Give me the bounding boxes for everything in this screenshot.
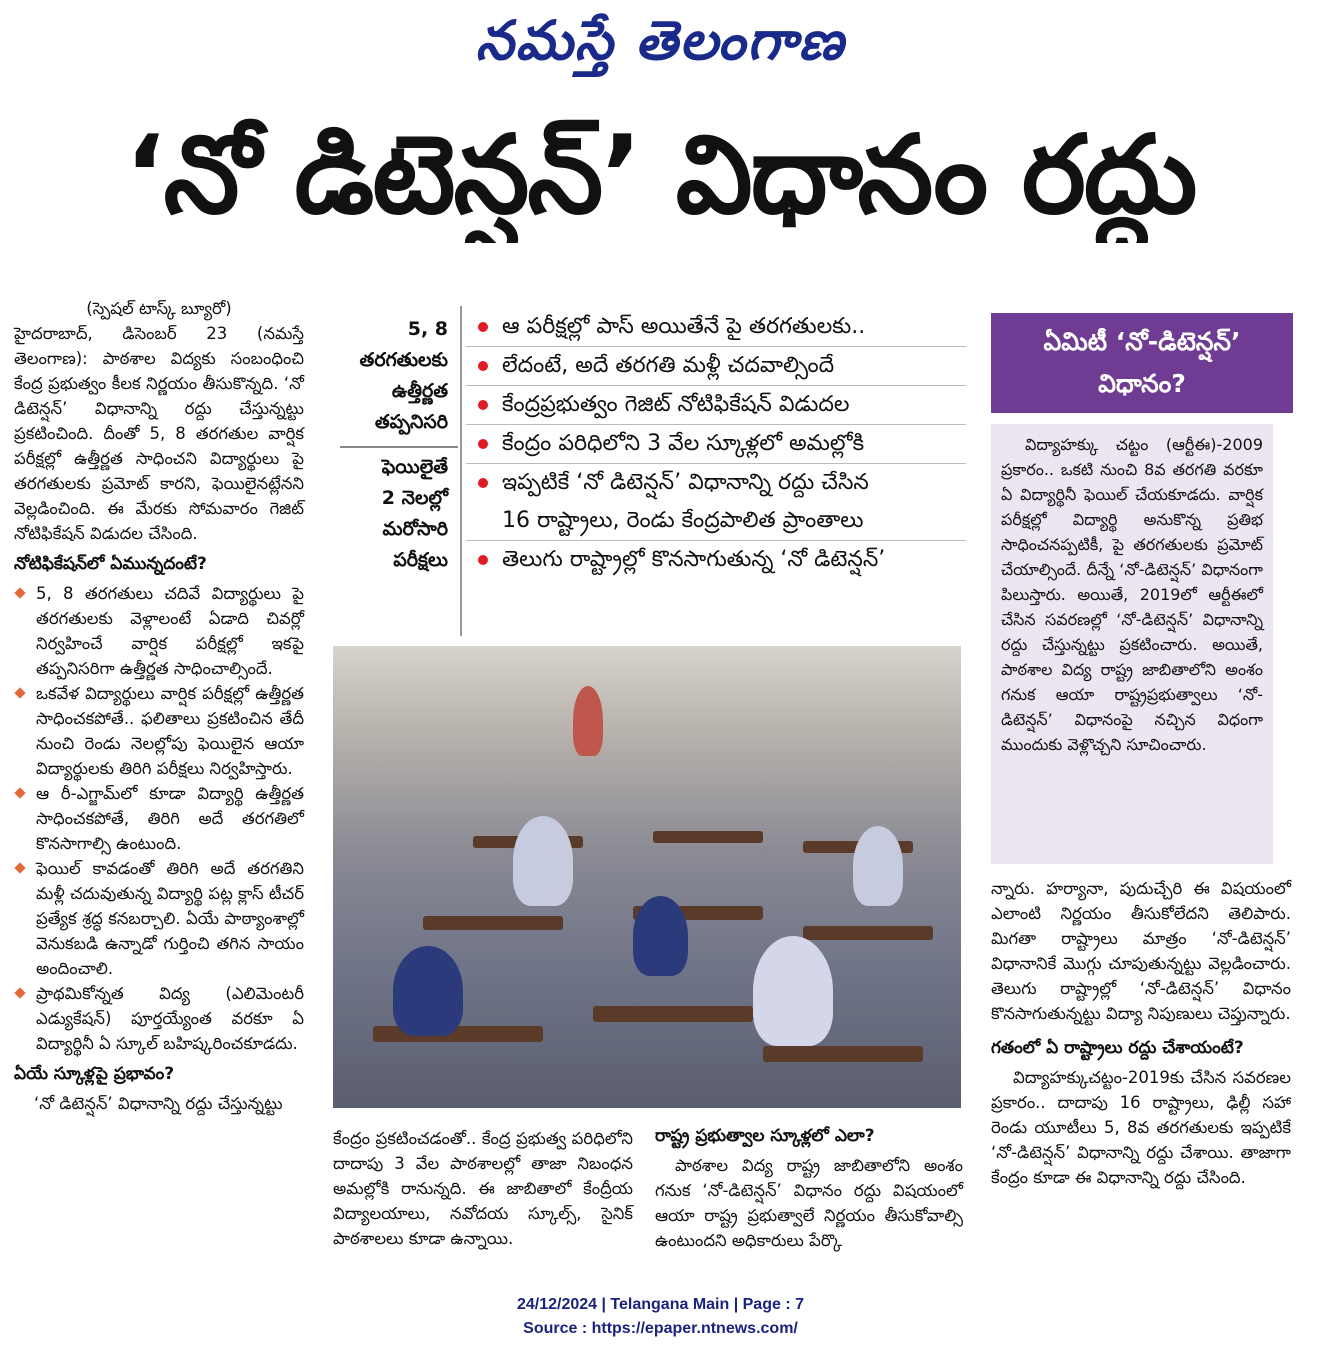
paragraph: పాఠశాల విద్య రాష్ట్ర జాబితాలోని అంశం గనుక ‘నో-డిటెన్షన్’ విధానం రద్దు విషయంలో ఆయా రాష్ట్ర ప్రభుత్వాలే నిర్ణయం తీసుకోవాల్సి ఉంటుందని అధికారులు పేర్కొ <box>655 1156 963 1250</box>
key-box-line: ఉత్తీర్ణత <box>391 380 448 402</box>
key-box-line: తరగతులకు <box>359 349 448 371</box>
middle-bottom-column <box>333 1126 633 1251</box>
list-item: ఫెయిల్ కావడంతో తిరిగి అదే తరగతిని మళ్లీ చదువుతున్న విద్యార్థి పట్ల క్లాస్ టీచర్ ప్రత్యేక శ్రద్ధ కనబర్చాలి. ఏయే పాఠ్యాంశాల్లో వెనుకబడి ఉన్నాడో గుర్తించి తగిన సాయం అందించాలి. <box>14 856 304 981</box>
key-point-continued: 16 రాష్ట్రాలు, రెండు కేంద్రపాలిత ప్రాంతాలు <box>466 502 966 541</box>
key-point: లేదంటే, అదే తరగతి మళ్లీ చదవాల్సిందే <box>466 347 966 386</box>
paragraph: విద్యాహక్కుచట్టం-2019కు చేసిన సవరణల ప్రకారం.. దాదాపు 16 రాష్ట్రాలు, ఢిల్లీ సహా రెండు యూటీలు 5, 8వ తరగతులకు ఇప్పటికే ‘నో-డిటెన్షన్’ విధానాన్ని రద్దు చేశాయి. తాజాగా కేంద్రం కూడా ఈ విధానాన్ని రద్దు చేసింది. <box>991 1068 1291 1187</box>
exam-hall-photo <box>333 646 961 1108</box>
headline: ‘నో డిటెన్షన్’ విధానం రద్దు <box>124 113 1196 238</box>
states-section <box>655 1124 963 1253</box>
divider <box>340 446 458 448</box>
bullet-icon <box>478 361 488 371</box>
right-column <box>991 876 1291 1190</box>
key-point: ఆ పరీక్షల్లో పాస్ అయితేనే పై తరగతులకు.. <box>466 308 966 347</box>
sidebar-title: ఏమిటీ ‘నో-డిటెన్షన్’ విధానం? <box>991 313 1293 413</box>
bullet-icon <box>478 478 488 488</box>
paragraph: న్నారు. హర్యానా, పుదుచ్చేరి ఈ విషయంలో ఎలాంటి నిర్ణయం తీసుకోలేదని తెలిపారు. మిగతా రాష్ట్రాలు మాత్రం ‘నో-డిటెన్షన్’ విధానానికే మొగ్గు చూపుతున్నట్టు వెల్లడించారు. తెలుగు రాష్ట్రాల్లో ‘నో-డిటెన్షన్’ విధానం కొనసాగుతున్నట్టు విద్యా నిపుణులు చెప్తున్నారు. <box>991 879 1291 1023</box>
bullet-icon <box>478 400 488 410</box>
key-point: తెలుగు రాష్ట్రాల్లో కొనసాగుతున్న ‘నో డిటెన్షన్’ <box>466 541 966 579</box>
key-box-line: పరీక్షలు <box>393 549 448 571</box>
paragraph: కేంద్రం ప్రకటించడంతో.. కేంద్ర ప్రభుత్వ పరిధిలోని దాదాపు 3 వేల పాఠశాలల్లో తాజా నిబంధన అమల్లోకి రానున్నది. ఈ జాబితాలో కేంద్రీయ విద్యాలయాలు, నవోదయ స్కూల్స్, సైనిక్ పాఠశాలలు కూడా ఉన్నాయి. <box>333 1129 633 1248</box>
key-box-line: ఫెయిలైతే <box>381 456 448 478</box>
left-column <box>14 296 304 1116</box>
key-point: కేంద్రం పరిధిలోని 3 వేల స్కూళ్లలో అమల్లోకి <box>466 425 966 464</box>
bullet-icon <box>478 439 488 449</box>
subhead-state-schools: రాష్ట్ర ప్రభుత్వాల స్కూళ్లలో ఎలా? <box>655 1126 875 1146</box>
key-box-line: తప్పనిసరి <box>374 411 448 433</box>
footer-date: 24/12/2024 | Telangana Main | Page : 7 <box>516 1296 804 1313</box>
key-point: కేంద్రప్రభుత్వం గెజిట్ నోటిఫికేషన్ విడుదల <box>466 386 966 425</box>
list-item: 5, 8 తరగతులు చదివే విద్యార్థులు పై తరగతులకు వెళ్లాలంటే ఏడాది చివర్లో నిర్వహించే వార్షిక పరీక్షల్లో ఇకపై తప్పనిసరిగా ఉత్తీర్ణత సాధించాల్సిందే. <box>14 581 304 681</box>
list-item: ఒకవేళ విద్యార్థులు వార్షిక పరీక్షల్లో ఉత్తీర్ణత సాధించకపోతే.. ఫలితాలు ప్రకటించిన తేదీ నుంచి రెండు నెలల్లోపు ఫెయిలైన ఆయా విద్యార్థులకు తిరిగి పరీక్షలు నిర్వహిస్తారు. <box>14 681 304 781</box>
sidebar-body: విద్యాహక్కు చట్టం (ఆర్టీఈ)-2009 ప్రకారం.. ఒకటి నుంచి 8వ తరగతి వరకూ ఏ విద్యార్థినీ ఫెయిల్ చేయకూడదు. వార్షిక పరీక్షల్లో విద్యార్థి అనుకొన్న ప్రతిభ సాధించనప్పటికీ, పై తరగతులకు ప్రమోట్ చేయాల్సిందే. దీన్నే ‘నో-డిటెన్షన్’ విధానంగా పిలుస్తారు. అయితే, 2019లో ఆర్టీఈలో చేసిన సవరణల్లో ‘నో-డిటెన్షన్’ విధానాన్ని రద్దు చేస్తున్నట్టు ప్రకటించారు. అయితే, పాఠశాల విద్య రాష్ట్ర జాబితాలోని అంశం గనుక ఆయా రాష్ట్రప్రభుత్వాలు ‘నో-డిటెన్షన్’ విధానంపై నచ్చిన విధంగా ముందుకు వెళ్లొచ్చని సూచించారు. <box>991 424 1273 864</box>
key-box-line: 2 నెలల్లో <box>381 487 448 509</box>
list-item: ఆ రీ-ఎగ్జామ్‌లో కూడా విద్యార్థి ఉత్తీర్ణత సాధించకపోతే, తిరిగి అదే తరగతిలో కొనసాగాల్సి ఉంటుంది. <box>14 781 304 856</box>
subhead-schools: ఏయే స్కూళ్లపై ప్రభావం? <box>14 1064 175 1084</box>
subhead-states-cancelled: గతంలో ఏ రాష్ట్రాలు రద్దు చేశాయంటే? <box>991 1038 1244 1058</box>
key-points-list <box>466 308 966 579</box>
footer-source: Source : https://epaper.ntnews.com/ <box>523 1320 798 1337</box>
paragraph: ‘నో డిటెన్షన్’ విధానాన్ని రద్దు చేస్తున్నట్టు <box>34 1094 283 1113</box>
key-box <box>340 312 458 582</box>
masthead-logo: నమస్తే తెలంగాణ <box>475 8 846 72</box>
bullet-icon <box>478 322 488 332</box>
lead-paragraph: హైదరాబాద్, డిసెంబర్ 23 (నమస్తే తెలంగాణ): పాఠశాల విద్యకు సంబంధించి కేంద్ర ప్రభుత్వం కీలక నిర్ణయం తీసుకొన్నది. ‘నో డిటెన్షన్’ విధానాన్ని రద్దు చేస్తున్నట్టు ప్రకటించింది. దీంతో 5, 8 తరగతుల వార్షిక పరీక్షల్లో ఉత్తీర్ణత సాధించని విద్యార్థులు పై తరగతులకు ప్రమోట్ కారని, ఫెయిలైనట్లేనని వెల్లడించింది. ఈ మేరకు సోమవారం గెజిట్ నోటిఫికేషన్ విడుదల చేసింది. <box>14 324 304 543</box>
bullet-icon <box>478 555 488 565</box>
key-box-group-1 <box>340 312 458 444</box>
subhead-notification: నోటిఫికేషన్‌లో ఏమున్నదంటే? <box>14 554 207 574</box>
byline: (స్పెషల్ టాస్క్ బ్యూరో) <box>86 299 232 318</box>
list-item: ప్రాథమికోన్నత విద్య (ఎలిమెంటరీ ఎడ్యుకేషన్) పూర్తయ్యేంత వరకూ ఏ విద్యార్థినీ ఏ స్కూల్ బహిష్కరించకూడదు. <box>14 981 304 1056</box>
divider <box>460 306 462 636</box>
key-point: ఇప్పటికే ‘నో డిటెన్షన్’ విధానాన్ని రద్దు చేసిన <box>466 464 966 502</box>
key-box-line: మరోసారి <box>382 518 448 540</box>
key-box-group-2 <box>340 450 458 582</box>
key-box-line: 5, 8 <box>407 318 448 340</box>
